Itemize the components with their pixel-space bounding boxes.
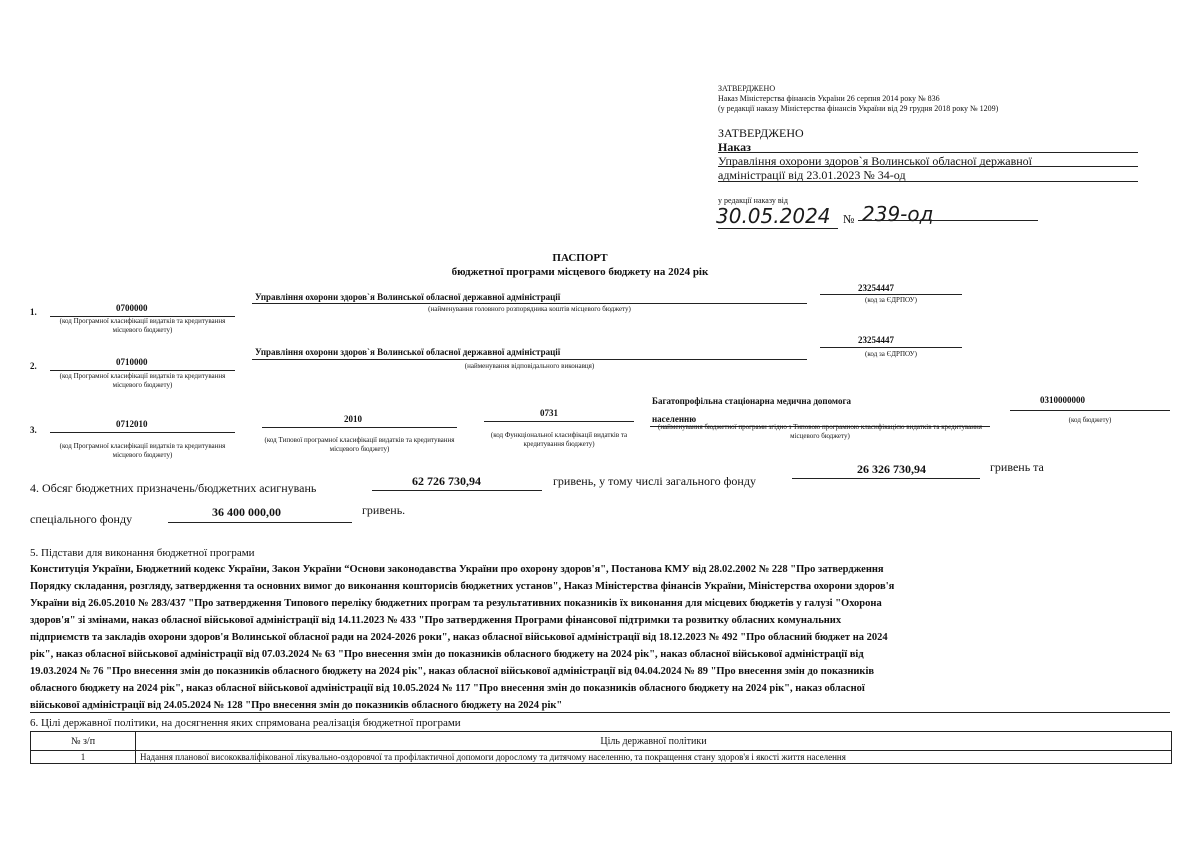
edrpou-note: (код за ЄДРПОУ) (865, 296, 917, 304)
approval-line: Наказ Міністерства фінансів України 26 серпня 2014 року № 836 (718, 94, 940, 103)
volume-general: 26 326 730,94 (857, 462, 926, 476)
edrpou-note: (код за ЄДРПОУ) (865, 350, 917, 358)
goals-table (30, 731, 1172, 764)
goal-text: Надання планової висококваліфікованої лікувально-оздоровчої та профілактичної допомоги дорослому та дитячому населенню, та покращення стану здоров'я і якості життя населення (136, 751, 1172, 764)
volume-label: 4. Обсяг бюджетних призначень/бюджетних асигнувань (30, 481, 317, 495)
table-row (31, 751, 1172, 764)
program-code-note: (код Програмної класифікації видатків та кредитування місцевого бюджету) (59, 372, 226, 389)
budget-code-note: (код бюджету) (1068, 416, 1112, 424)
edition-label: у редакції наказу від (718, 196, 788, 205)
program-code-note: (код Програмної класифікації видатків та кредитування місцевого бюджету) (59, 442, 226, 459)
executor-name-note: (найменування відповідального виконавця) (464, 362, 595, 370)
grounds-line: України від 26.05.2010 № 283/437 "Про затвердження Типового переліку бюджетних програм та результативних показників їх виконання для місцевих бюджетів у галузі "Охорона (30, 598, 882, 609)
program-code: 0712010 (116, 419, 148, 429)
edrpou-code: 23254447 (858, 335, 894, 345)
row-number: 2. (30, 361, 37, 371)
goal-num: 1 (31, 751, 136, 764)
executor-name: Управління охорони здоров`я Волинської обласної державної адміністрації (255, 347, 561, 357)
row-number: 3. (30, 425, 37, 435)
approval-title: ЗАТВЕРДЖЕНО (718, 126, 804, 140)
goals-table-wrap (30, 731, 1172, 764)
grounds-line: рік", наказ обласної військової адміністрації від 07.03.2024 № 63 "Про внесення змін до показників обласного бюджету на 2024 рік", наказ обласної військової адміністрації від (30, 649, 864, 660)
grounds-title: 5. Підстави для виконання бюджетної програми (30, 547, 255, 559)
col-header-goal: Ціль державної політики (136, 732, 1172, 751)
grounds-line: обласного бюджету на 2024 рік", наказ обласної військової адміністрації від 10.05.2024 № 117 "Про внесення змін до показників обласного бюджету на 2024 рік", наказ обласної (30, 683, 865, 694)
number-sign: № (843, 212, 855, 226)
row-number: 1. (30, 307, 37, 317)
manager-name: Управління охорони здоров`я Волинської обласної державної адміністрації (255, 292, 561, 302)
grounds-line: 19.03.2024 № 76 "Про внесення змін до показників обласного бюджету на 2024 рік", наказ обласної військової адміністрації від 04.04.2024 № 89 "Про внесення змін до показників (30, 666, 875, 677)
passport-title: ПАСПОРТ (552, 252, 608, 264)
grounds-line: військової адміністрації від 24.05.2024 № 128 "Про внесення змін до показників обласного бюджету на 2024 рік" (30, 700, 563, 711)
grounds-line: Конституція України, Бюджетний кодекс України, Закон України “Основи законодавства України про охорону здоров'я", Постанова КМУ від 28.02.2002 № 228 "Про затвердження (30, 564, 884, 575)
handwritten-number: 239-од (862, 202, 934, 226)
volume-tail: гривень та (990, 460, 1044, 474)
program-name-line: населенню (652, 414, 697, 424)
passport-subtitle: бюджетної програми місцевого бюджету на 2024 рік (451, 266, 709, 278)
approval-title: ЗАТВЕРДЖЕНО (718, 84, 776, 93)
grounds-text (30, 561, 1175, 714)
approval-block-department (718, 126, 1138, 182)
grounds-line: підприємств та закладів охорони здоров'я Волинської обласної ради на 2024-2026 роки", наказ обласної військової адміністрації від 18.12.2023 № 492 "Про обласний бюджет на 2024 (30, 632, 888, 643)
program-code: 0710000 (116, 357, 148, 367)
edrpou-code: 23254447 (858, 283, 894, 293)
manager-name-note: (найменування головного розпорядника коштів місцевого бюджету) (428, 305, 631, 313)
typical-code: 2010 (344, 414, 362, 424)
org-line: адміністрації від 23.01.2023 № 34-од (718, 168, 906, 182)
special-fund-label: спеціального фонду (30, 512, 133, 526)
program-name-line: Багатопрофільна стаціонарна медична допомога (652, 396, 852, 406)
grounds-line: здоров'я" зі змінами, наказ обласної військової адміністрації від 14.11.2023 № 433 "Про затвердження Програми фінансової підтримки та розвитку обласних комунальних (30, 615, 842, 626)
special-fund-value: 36 400 000,00 (212, 505, 281, 519)
program-name-note: (найменування бюджетної програми згідно з Типовою програмною класифікацією видатків та кредитування місцевого бюджету) (658, 423, 982, 440)
order-label: Наказ (718, 140, 751, 154)
volume-mid-text: гривень, у тому числі загального фонду (553, 474, 756, 488)
special-fund-tail: гривень. (362, 503, 406, 517)
typical-code-note: (код Типової програмної класифікації видатків та кредитування місцевого бюджету) (264, 436, 455, 453)
functional-code: 0731 (540, 408, 558, 418)
org-line: Управління охорони здоров`я Волинської обласної державної (718, 154, 1032, 168)
functional-code-note: (код Функціональної класифікації видатків та кредитування бюджету) (490, 431, 628, 448)
handwritten-date: 30.05.2024 (716, 204, 831, 228)
approval-block-ministry (718, 84, 1118, 114)
grounds-line: Порядку складання, розгляду, затвердження та основних вимог до виконання кошторисів бюджетних установ", Наказ Міністерства фінансів України, Міністерства охорони здоров'я (30, 581, 895, 592)
approval-line: (у редакції наказу Міністерства фінансів України від 29 грудня 2018 року № 1209) (718, 104, 999, 113)
goals-title: 6. Цілі державної політики, на досягнення яких спрямована реалізація бюджетної програми (30, 717, 461, 729)
col-header-num: № з/п (31, 732, 136, 751)
volume-total: 62 726 730,94 (412, 474, 481, 488)
program-code-note: (код Програмної класифікації видатків та кредитування місцевого бюджету) (59, 317, 226, 334)
program-code: 0700000 (116, 303, 148, 313)
table-header-row (31, 732, 1172, 751)
budget-code: 0310000000 (1040, 395, 1085, 405)
